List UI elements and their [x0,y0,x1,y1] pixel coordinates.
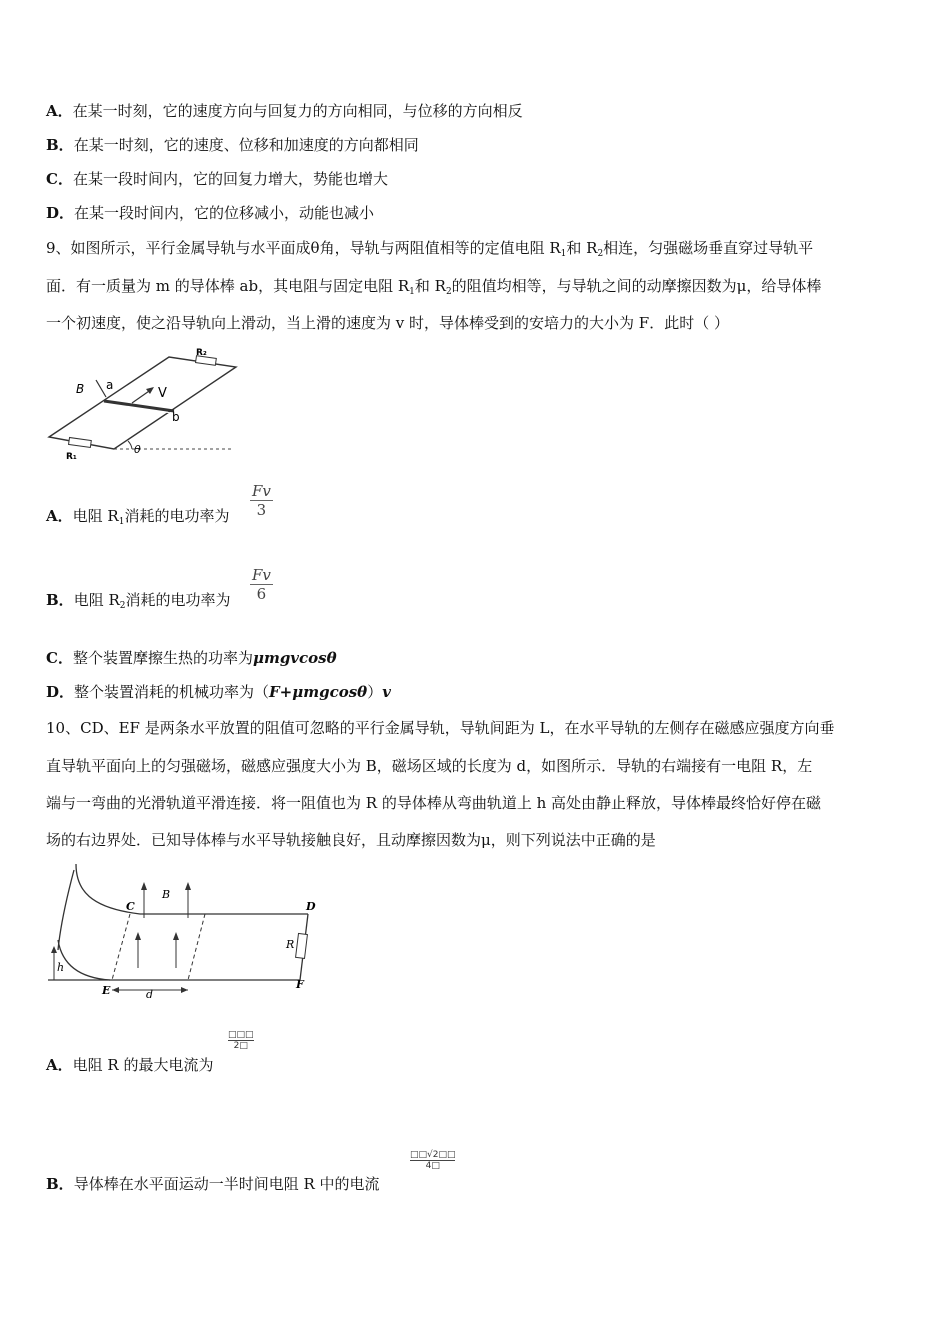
q10-stem-line3: 端与一弯曲的光滑轨道平滑连接．将一阻值也为 R 的导体棒从弯曲轨道上 h 高处由静止释放，导体棒最终恰好停在磁 [46,794,822,812]
fig9-label-r2: R₂ [196,348,207,358]
q10-option-a-fraction: □□□ 2□ [228,1030,254,1051]
q10-option-a: A．电阻 R 的最大电流为 [46,1056,214,1074]
fig10-label-h: h [57,961,65,974]
q8-option-c: C．在某一段时间内，它的回复力增大，势能也增大 [46,170,388,188]
q9-stem-line1: 9、如图所示，平行金属导轨与水平面成θ角，导轨与两阻值相等的定值电阻 $R_1$和 $R_2$相连，匀强磁场垂直穿过导轨平 [46,239,814,259]
q9-stem-line3: 一个初速度，使之沿导轨向上滑动，当上滑的速度为 v 时，导体棒受到的安培力的大小为 F．此时（ ） [46,314,729,332]
fig10-label-e: E [102,984,111,997]
q9-option-c: C．整个装置摩擦生热的功率为μmgvcosθ [46,649,337,667]
fig9-label-v: V [158,386,167,401]
q9-option-a-fraction: Fv 3 [252,482,271,519]
q8-option-a: A．在某一时刻，它的速度方向与回复力的方向相同，与位移的方向相反 [46,102,523,120]
q10-option-b-fraction: □□√2□□ 4□ [410,1150,456,1171]
fig9-label-theta: θ [134,443,141,456]
fig9-label-b-field: B [76,382,85,396]
fig10-label-c: C [126,900,135,913]
q8-option-b: B．在某一时刻，它的速度、位移和加速度的方向都相同 [46,136,419,154]
q10-rails-figure [40,860,330,1000]
q10-option-b: B．导体棒在水平面运动一半时间电阻 R 中的电流 [46,1175,380,1193]
fig9-label-r1: R₁ [66,452,77,462]
q9-option-d: D．整个装置消耗的机械功率为（F+μmgcosθ）v [46,683,391,701]
q10-stem-line1: 10、CD、EF 是两条水平放置的阻值可忽略的平行金属导轨，导轨间距为 L，在水平导轨的左侧存在磁感应强度方向垂 [46,719,835,737]
q9-stem-line2: 面．有一质量为 m 的导体棒 ab，其电阻与固定电阻 $R_1$和 $R_2$的阻值均相等，与导轨之间的动摩擦因数为μ，给导体棒 [46,277,822,297]
fig9-label-b: b [172,410,180,424]
q9-option-a: A．电阻 $R_1$消耗的电功率为 [46,507,230,527]
fig9-label-a: a [106,378,114,392]
q9-option-b: B．电阻 $R_2$消耗的电功率为 [46,591,231,611]
fig10-label-r: R [286,938,295,951]
fig10-label-b: B [162,888,171,901]
q9-option-b-fraction: Fv 6 [252,566,271,603]
fig10-label-f: F [296,978,304,991]
q8-option-d: D．在某一段时间内，它的位移减小，动能也减小 [46,204,375,222]
q10-stem-line2: 直导轨平面向上的匀强磁场，磁感应强度大小为 B，磁场区域的长度为 d，如图所示．导轨的右端接有一电阻 R，左 [46,757,813,775]
fig10-label-d: D [306,900,316,913]
fig10-label-d-length: d [146,988,154,1000]
q9-incline-figure [44,345,244,465]
q10-stem-line4: 场的右边界处．已知导体棒与水平导轨接触良好，且动摩擦因数为μ，则下列说法中正确的是 [46,831,656,849]
